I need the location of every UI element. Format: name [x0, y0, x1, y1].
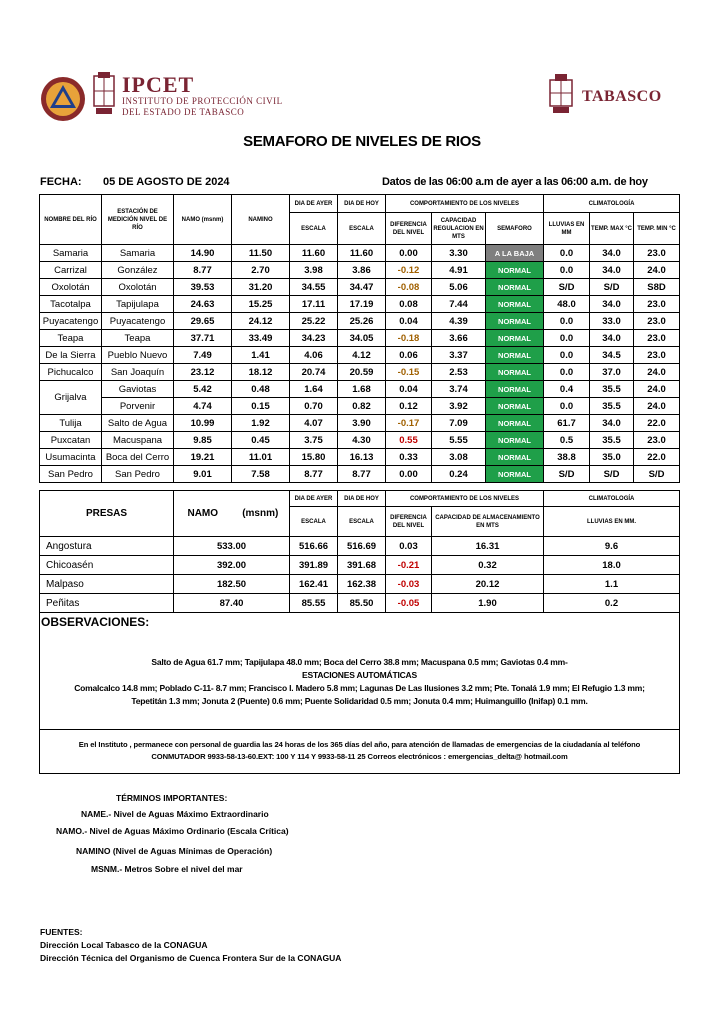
cell-dam-scale-yesterday: 391.89	[290, 556, 338, 575]
cell-capacity: 4.91	[432, 262, 486, 279]
term-name: NAME.- Nivel de Aguas Máximo Extraordinario	[81, 809, 269, 819]
cell-dam-scale-today: 85.50	[338, 594, 386, 613]
cell-difference: 0.00	[386, 466, 432, 483]
org-subtitle-2: DEL ESTADO DE TABASCO	[122, 107, 245, 117]
cell-temp-min: 23.0	[634, 245, 680, 262]
cell-dam-rain: 9.6	[544, 537, 680, 556]
cell-scale-yesterday: 1.64	[290, 381, 338, 398]
cell-rain: 0.0	[544, 347, 590, 364]
cell-rain: 0.5	[544, 432, 590, 449]
header-namino: NAMINO	[232, 195, 290, 245]
cell-scale-yesterday: 34.23	[290, 330, 338, 347]
cell-station: San Joaquín	[102, 364, 174, 381]
cell-temp-min: 23.0	[634, 432, 680, 449]
cell-rain: 0.0	[544, 245, 590, 262]
cell-rain: S/D	[544, 466, 590, 483]
cell-namo: 14.90	[174, 245, 232, 262]
civil-protection-logo-icon	[40, 76, 86, 122]
table-row	[40, 347, 680, 364]
cell-scale-today: 16.13	[338, 449, 386, 466]
cell-capacity: 7.44	[432, 296, 486, 313]
header-dams-msnm: (msnm)	[232, 491, 290, 537]
cell-namo: 37.71	[174, 330, 232, 347]
cell-dam-scale-yesterday: 516.66	[290, 537, 338, 556]
header-temp-max: TEMP. MAX °C	[590, 213, 634, 245]
cell-temp-min: 24.0	[634, 262, 680, 279]
header-traffic-light: SEMAFORO	[486, 213, 544, 245]
table-row	[40, 449, 680, 466]
cell-station: Tapijulapa	[102, 296, 174, 313]
cell-river: Puxcatan	[40, 432, 102, 449]
header-rain: LLUVIAS EN MM	[544, 213, 590, 245]
cell-temp-max: 33.0	[590, 313, 634, 330]
date-label: FECHA:	[40, 176, 82, 188]
cell-scale-yesterday: 3.98	[290, 262, 338, 279]
header-temp-min: TEMP. MIN °C	[634, 213, 680, 245]
cell-temp-min: 23.0	[634, 347, 680, 364]
status-badge: NORMAL	[486, 398, 544, 415]
cell-station: Pueblo Nuevo	[102, 347, 174, 364]
cell-temp-max: S/D	[590, 279, 634, 296]
cell-capacity: 7.09	[432, 415, 486, 432]
cell-scale-today: 25.26	[338, 313, 386, 330]
cell-dam-scale-today: 391.68	[338, 556, 386, 575]
cell-rain: 0.0	[544, 364, 590, 381]
dams-body	[40, 537, 680, 613]
cell-scale-yesterday: 3.75	[290, 432, 338, 449]
cell-station: Oxolotán	[102, 279, 174, 296]
cell-river: Teapa	[40, 330, 102, 347]
cell-capacity: 2.53	[432, 364, 486, 381]
cell-capacity: 5.06	[432, 279, 486, 296]
cell-difference: 0.00	[386, 245, 432, 262]
status-badge: NORMAL	[486, 347, 544, 364]
cell-capacity: 4.39	[432, 313, 486, 330]
cell-temp-min: 22.0	[634, 415, 680, 432]
cell-namino: 1.92	[232, 415, 290, 432]
cell-temp-min: 24.0	[634, 398, 680, 415]
cell-namino: 0.48	[232, 381, 290, 398]
cell-scale-today: 4.12	[338, 347, 386, 364]
cell-scale-today: 34.47	[338, 279, 386, 296]
institute-line-1: En el Instituto , permanece con personal de guardia las 24 horas de los 365 días del año, para atención de llamadas de emergencias de la ciudadanía al teléfono	[78, 740, 641, 749]
table-row	[40, 262, 680, 279]
header-dams-capacity: CAPACIDAD DE ALMACENAMIENTO EN MTS	[432, 507, 544, 537]
term-namino: NAMINO (Nivel de Aguas Mínimas de Operación)	[76, 846, 273, 856]
cell-station: Salto de Agua	[102, 415, 174, 432]
cell-dam-difference: 0.03	[386, 537, 432, 556]
cell-dam-capacity: 20.12	[432, 575, 544, 594]
cell-difference: 0.12	[386, 398, 432, 415]
cell-capacity: 3.37	[432, 347, 486, 364]
cell-capacity: 3.92	[432, 398, 486, 415]
cell-scale-yesterday: 0.70	[290, 398, 338, 415]
cell-temp-min: 23.0	[634, 296, 680, 313]
cell-capacity: 5.55	[432, 432, 486, 449]
tabasco-crest-icon	[547, 74, 575, 114]
observations-line-1: Salto de Agua 61.7 mm; Tapijulapa 48.0 mm; Boca del Cerro 38.8 mm; Macuspana 0.5 mm; Gaviotas 0.4 mm-	[151, 657, 568, 667]
table-row	[40, 279, 680, 296]
cell-river: Carrizal	[40, 262, 102, 279]
data-period-note: Datos de las 06:00 a.m de ayer a las 06:00 a.m. de hoy	[382, 176, 648, 188]
header-dams-difference: DIFERENCIA DEL NIVEL	[386, 507, 432, 537]
cell-scale-yesterday: 17.11	[290, 296, 338, 313]
cell-station: Puyacatengo	[102, 313, 174, 330]
cell-namino: 33.49	[232, 330, 290, 347]
status-badge: NORMAL	[486, 262, 544, 279]
header-dams-climatology: CLIMATOLOGÍA	[544, 491, 680, 507]
cell-difference: -0.17	[386, 415, 432, 432]
cell-difference: 0.55	[386, 432, 432, 449]
rivers-table	[39, 194, 680, 483]
cell-scale-yesterday: 20.74	[290, 364, 338, 381]
cell-scale-yesterday: 4.07	[290, 415, 338, 432]
table-row	[40, 432, 680, 449]
header-dams-today: DIA DE HOY	[338, 491, 386, 507]
date-value: 05 DE AGOSTO DE 2024	[103, 176, 230, 188]
cell-station: Boca del Cerro	[102, 449, 174, 466]
cell-scale-today: 0.82	[338, 398, 386, 415]
cell-namino: 15.25	[232, 296, 290, 313]
cell-dam-scale-today: 162.38	[338, 575, 386, 594]
cell-station: Porvenir	[102, 398, 174, 415]
cell-temp-max: 35.5	[590, 398, 634, 415]
cell-difference: 0.04	[386, 313, 432, 330]
cell-namino: 31.20	[232, 279, 290, 296]
header-climatology: CLIMATOLOGÍA	[544, 195, 680, 213]
cell-station: San Pedro	[102, 466, 174, 483]
status-badge: NORMAL	[486, 313, 544, 330]
cell-scale-today: 3.86	[338, 262, 386, 279]
cell-scale-yesterday: 8.77	[290, 466, 338, 483]
header-dams-day-before: DIA DE AYER	[290, 491, 338, 507]
cell-rain: 0.0	[544, 398, 590, 415]
cell-river: Oxolotán	[40, 279, 102, 296]
header-day-before: DIA DE AYER	[290, 195, 338, 213]
header-capacity: CAPACIDAD REGULACION EN MTS	[432, 213, 486, 245]
cell-dam-name: Peñitas	[40, 594, 174, 613]
header-dams-behavior: COMPORTAMIENTO DE LOS NIVELES	[386, 491, 544, 507]
table-row	[40, 313, 680, 330]
cell-rain: 0.0	[544, 313, 590, 330]
rivers-body	[40, 245, 680, 483]
terms-title: TÉRMINOS IMPORTANTES:	[116, 793, 228, 803]
table-row	[40, 556, 680, 575]
status-badge: NORMAL	[486, 449, 544, 466]
table-row	[40, 594, 680, 613]
cell-namo: 29.65	[174, 313, 232, 330]
cell-temp-min: 23.0	[634, 330, 680, 347]
cell-namino: 2.70	[232, 262, 290, 279]
cell-temp-min: 23.0	[634, 313, 680, 330]
cell-temp-max: 35.0	[590, 449, 634, 466]
status-badge: NORMAL	[486, 415, 544, 432]
header-dams-rain: LLUVIAS EN MM.	[544, 507, 680, 537]
cell-dam-name: Angostura	[40, 537, 174, 556]
cell-namino: 7.58	[232, 466, 290, 483]
cell-river: Grijalva	[40, 381, 102, 415]
source-2: Dirección Técnica del Organismo de Cuenca Frontera Sur de la CONAGUA	[40, 953, 342, 963]
cell-namo: 5.42	[174, 381, 232, 398]
cell-namo: 39.53	[174, 279, 232, 296]
cell-rain: 38.8	[544, 449, 590, 466]
cell-dam-namo: 392.00	[174, 556, 290, 575]
cell-temp-max: 34.0	[590, 330, 634, 347]
cell-dam-namo: 182.50	[174, 575, 290, 594]
cell-station: Teapa	[102, 330, 174, 347]
cell-difference: 0.33	[386, 449, 432, 466]
cell-station: Gaviotas	[102, 381, 174, 398]
cell-scale-yesterday: 15.80	[290, 449, 338, 466]
cell-scale-yesterday: 25.22	[290, 313, 338, 330]
term-namo: NAMO.- Nivel de Aguas Máximo Ordinario (Escala Crítica)	[56, 826, 289, 836]
cell-namino: 11.01	[232, 449, 290, 466]
status-badge: NORMAL	[486, 466, 544, 483]
table-row	[40, 575, 680, 594]
cell-scale-today: 11.60	[338, 245, 386, 262]
cell-temp-max: 37.0	[590, 364, 634, 381]
header-river-name: NOMBRE DEL RÍO	[40, 195, 102, 245]
cell-namino: 18.12	[232, 364, 290, 381]
cell-scale-today: 1.68	[338, 381, 386, 398]
cell-temp-max: 34.0	[590, 296, 634, 313]
header-difference: DIFERENCIA DEL NIVEL	[386, 213, 432, 245]
table-row	[40, 296, 680, 313]
cell-dam-scale-today: 516.69	[338, 537, 386, 556]
cell-namino: 0.45	[232, 432, 290, 449]
header-dams: PRESAS	[40, 491, 174, 537]
cell-dam-name: Chicoasén	[40, 556, 174, 575]
cell-difference: -0.15	[386, 364, 432, 381]
cell-river: Usumacinta	[40, 449, 102, 466]
header-behavior: COMPORTAMIENTO DE LOS NIVELES	[386, 195, 544, 213]
cell-temp-max: 34.0	[590, 415, 634, 432]
cell-dam-difference: -0.21	[386, 556, 432, 575]
table-row	[40, 466, 680, 483]
observations-line-2: ESTACIONES AUTOMÁTICAS	[302, 670, 417, 680]
org-subtitle-1: INSTITUTO DE PROTECCIÓN CIVIL	[122, 96, 283, 106]
cell-temp-min: 24.0	[634, 381, 680, 398]
cell-namo: 9.01	[174, 466, 232, 483]
cell-river: De la Sierra	[40, 347, 102, 364]
sources-title: FUENTES:	[40, 927, 83, 937]
cell-dam-capacity: 0.32	[432, 556, 544, 575]
cell-rain: 0.0	[544, 262, 590, 279]
cell-rain: S/D	[544, 279, 590, 296]
cell-namino: 11.50	[232, 245, 290, 262]
cell-difference: 0.06	[386, 347, 432, 364]
cell-temp-max: 35.5	[590, 381, 634, 398]
cell-capacity: 3.66	[432, 330, 486, 347]
cell-dam-rain: 18.0	[544, 556, 680, 575]
org-subtitle	[122, 96, 283, 118]
cell-capacity: 3.30	[432, 245, 486, 262]
cell-dam-rain: 1.1	[544, 575, 680, 594]
cell-dam-difference: -0.05	[386, 594, 432, 613]
cell-scale-yesterday: 34.55	[290, 279, 338, 296]
cell-dam-namo: 87.40	[174, 594, 290, 613]
observations-line-4: Tepetitán 1.3 mm; Jonuta 2 (Puente) 0.6 mm; Puente Solidaridad 0.5 mm; Jonuta 0.4 mm; Huimanguillo (Inifap) 0.1 mm.	[131, 696, 588, 706]
cell-temp-max: 34.0	[590, 262, 634, 279]
cell-scale-yesterday: 11.60	[290, 245, 338, 262]
table-row	[40, 398, 680, 415]
institute-line-2: CONMUTADOR 9933-58-13-60.EXT: 100 Y 114 Y 9933-58-11 25 Correos electrónicos : emergencias_delta@ hotmail.com	[151, 752, 568, 761]
table-row	[40, 364, 680, 381]
cell-rain: 61.7	[544, 415, 590, 432]
cell-scale-yesterday: 4.06	[290, 347, 338, 364]
observations-title: OBSERVACIONES:	[41, 615, 150, 629]
observations-box	[39, 612, 680, 774]
header-dams-namo: NAMO	[174, 491, 232, 537]
cell-capacity: 3.08	[432, 449, 486, 466]
cell-scale-today: 17.19	[338, 296, 386, 313]
cell-scale-today: 4.30	[338, 432, 386, 449]
cell-river: Tacotalpa	[40, 296, 102, 313]
cell-dam-rain: 0.2	[544, 594, 680, 613]
cell-dam-capacity: 16.31	[432, 537, 544, 556]
cell-river: Pichucalco	[40, 364, 102, 381]
cell-rain: 48.0	[544, 296, 590, 313]
term-msnm: MSNM.- Metros Sobre el nivel del mar	[91, 864, 243, 874]
page-title: SEMAFORO DE NIVELES DE RIOS	[243, 133, 481, 150]
header-dams-scale-yesterday: ESCALA	[290, 507, 338, 537]
cell-namino: 0.15	[232, 398, 290, 415]
header-namo: NAMO (msnm)	[174, 195, 232, 245]
cell-temp-min: S8D	[634, 279, 680, 296]
cell-scale-today: 8.77	[338, 466, 386, 483]
cell-namo: 7.49	[174, 347, 232, 364]
cell-difference: 0.08	[386, 296, 432, 313]
state-name: TABASCO	[582, 88, 662, 105]
cell-dam-name: Malpaso	[40, 575, 174, 594]
cell-difference: 0.04	[386, 381, 432, 398]
cell-river: San Pedro	[40, 466, 102, 483]
header-scale-today: ESCALA	[338, 213, 386, 245]
state-crest-icon	[92, 72, 116, 116]
cell-rain: 0.4	[544, 381, 590, 398]
cell-scale-today: 3.90	[338, 415, 386, 432]
source-1: Dirección Local Tabasco de la CONAGUA	[40, 940, 208, 950]
cell-difference: -0.12	[386, 262, 432, 279]
status-badge: NORMAL	[486, 432, 544, 449]
cell-station: Macuspana	[102, 432, 174, 449]
cell-temp-min: 22.0	[634, 449, 680, 466]
org-name: IPCET	[122, 72, 195, 97]
table-row	[40, 537, 680, 556]
table-row	[40, 415, 680, 432]
cell-namino: 24.12	[232, 313, 290, 330]
cell-dam-difference: -0.03	[386, 575, 432, 594]
cell-namo: 23.12	[174, 364, 232, 381]
cell-river: Puyacatengo	[40, 313, 102, 330]
cell-dam-scale-yesterday: 85.55	[290, 594, 338, 613]
header-station: ESTACIÓN DE MEDICIÓN NIVEL DE RÍO	[102, 195, 174, 245]
cell-namo: 19.21	[174, 449, 232, 466]
status-badge: NORMAL	[486, 364, 544, 381]
table-row	[40, 381, 680, 398]
cell-station: Samaria	[102, 245, 174, 262]
status-badge: NORMAL	[486, 381, 544, 398]
cell-river: Samaria	[40, 245, 102, 262]
cell-scale-today: 34.05	[338, 330, 386, 347]
cell-temp-max: 34.0	[590, 245, 634, 262]
cell-temp-max: 35.5	[590, 432, 634, 449]
cell-namo: 24.63	[174, 296, 232, 313]
header-scale-yesterday: ESCALA	[290, 213, 338, 245]
status-badge: NORMAL	[486, 330, 544, 347]
table-row	[40, 330, 680, 347]
cell-river: Tulija	[40, 415, 102, 432]
header-dams-scale-today: ESCALA	[338, 507, 386, 537]
dams-table	[39, 490, 680, 613]
status-badge: NORMAL	[486, 279, 544, 296]
cell-temp-min: 24.0	[634, 364, 680, 381]
status-badge: NORMAL	[486, 296, 544, 313]
cell-namo: 9.85	[174, 432, 232, 449]
cell-namo: 10.99	[174, 415, 232, 432]
cell-rain: 0.0	[544, 330, 590, 347]
observations-divider	[39, 729, 680, 730]
cell-difference: -0.18	[386, 330, 432, 347]
cell-temp-max: S/D	[590, 466, 634, 483]
cell-dam-scale-yesterday: 162.41	[290, 575, 338, 594]
cell-namino: 1.41	[232, 347, 290, 364]
cell-capacity: 0.24	[432, 466, 486, 483]
table-row	[40, 245, 680, 262]
cell-capacity: 3.74	[432, 381, 486, 398]
cell-namo: 4.74	[174, 398, 232, 415]
cell-station: González	[102, 262, 174, 279]
cell-dam-namo: 533.00	[174, 537, 290, 556]
cell-namo: 8.77	[174, 262, 232, 279]
cell-temp-min: S/D	[634, 466, 680, 483]
cell-scale-today: 20.59	[338, 364, 386, 381]
cell-temp-max: 34.5	[590, 347, 634, 364]
observations-line-3: Comalcalco 14.8 mm; Poblado C-11- 8.7 mm; Francisco I. Madero 5.8 mm; Lagunas De Las Ilusiones 3.2 mm; Pte. Tonalá 1.9 mm; El Refugio 1.3 mm;	[74, 683, 645, 693]
cell-dam-capacity: 1.90	[432, 594, 544, 613]
header-today: DIA DE HOY	[338, 195, 386, 213]
cell-difference: -0.08	[386, 279, 432, 296]
status-badge: A LA BAJA	[486, 245, 544, 262]
